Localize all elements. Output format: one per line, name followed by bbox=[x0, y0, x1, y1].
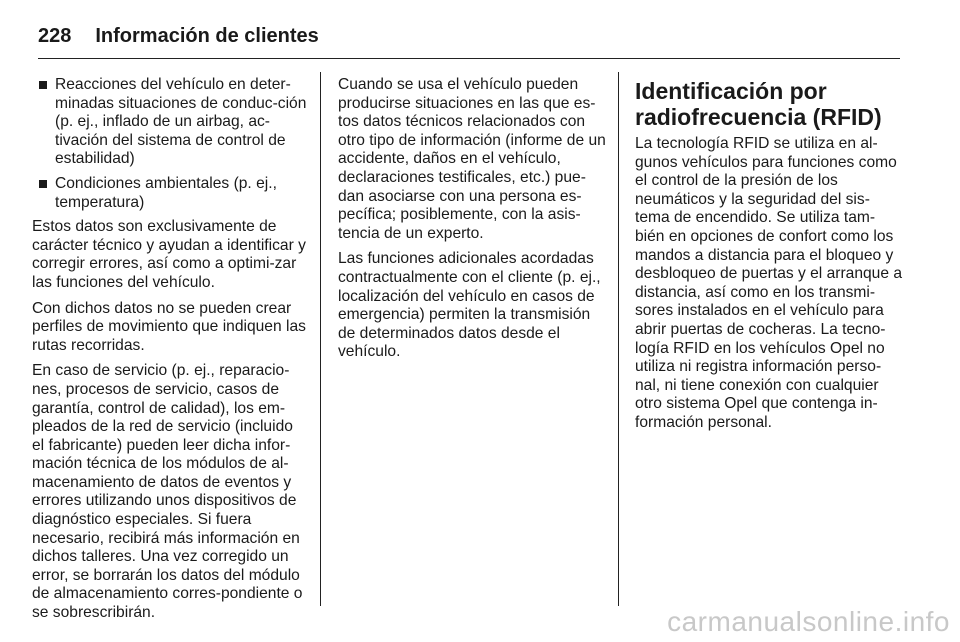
list-item bbox=[32, 76, 308, 169]
page-header bbox=[38, 16, 918, 56]
square-bullet-icon bbox=[39, 180, 47, 188]
paragraph: Cuando se usa el vehículo pueden producirse situaciones en las que es-tos datos técnicos relacionados con otro tipo de información (informe de un accidente, daños en el vehículo, declaraciones testificales, etc.) pue-dan asociarse con una persona es-pecífica; posiblemente, con la asis-tencia de un experto. bbox=[338, 76, 606, 242]
column-right bbox=[635, 76, 903, 440]
header-rule bbox=[38, 58, 900, 59]
column-middle bbox=[338, 76, 606, 369]
column-divider bbox=[320, 72, 321, 606]
column-left bbox=[32, 76, 308, 630]
page-number: 228 bbox=[38, 24, 72, 47]
bullet-list bbox=[32, 76, 308, 212]
section-heading: Identificación por radiofrecuencia (RFID) bbox=[635, 78, 882, 130]
paragraph: Estos datos son exclusivamente de carácter técnico y ayudan a identificar y corregir errores, así como a optimi-zar las funciones del vehículo. bbox=[32, 218, 306, 291]
page-title: Información de clientes bbox=[95, 24, 319, 47]
bullet-text: Condiciones ambientales (p. ej., temperatura) bbox=[55, 174, 277, 211]
column-divider bbox=[618, 72, 619, 606]
list-item bbox=[32, 175, 308, 212]
paragraph: En caso de servicio (p. ej., reparacio-nes, procesos de servicio, casos de garantía, control de calidad), los em-pleados de la red de servicio (incluido el fabricante) pueden leer dicha infor-mación técnica de los módulos de al-macenamiento de datos de eventos y errores utilizando unos dispositivos de diagnóstico especiales. Si fuera necesario, recibirá más información en dichos talleres. Una vez corregido un error, se borrarán los datos del módulo de almacenamiento corres-pondiente o se sobrescribirán. bbox=[32, 362, 303, 622]
square-bullet-icon bbox=[39, 81, 47, 89]
paragraph: La tecnología RFID se utiliza en al-gunos vehículos para funciones como el control de la presión de los neumáticos y la seguridad del sis-tema de encendido. Se utiliza tam-bién en opciones de confort como los mandos a distancia para el bloqueo y desbloqueo de puertas y el arranque a distancia, así como en los transmi-sores instalados en el vehículo para abrir puertas de cocheras. La tecno-logía RFID en los vehículos Opel no utiliza ni registra información perso-nal, ni tiene conexión con cualquier otro sistema Opel que contenga in-formación personal. bbox=[635, 135, 903, 431]
paragraph: Las funciones adicionales acordadas contractualmente con el cliente (p. ej., localización del vehículo en casos de emergencia) permiten la transmisión de determinados datos desde el vehículo. bbox=[338, 250, 601, 361]
bullet-text: Reacciones del vehículo en deter-minadas situaciones de conduc-ción (p. ej., inflado de un airbag, ac-tivación del sistema de control de estabilidad) bbox=[55, 76, 307, 168]
paragraph: Con dichos datos no se pueden crear perfiles de movimiento que indiquen las rutas recorridas. bbox=[32, 299, 306, 354]
watermark: carmanualsonline.info bbox=[667, 606, 950, 637]
